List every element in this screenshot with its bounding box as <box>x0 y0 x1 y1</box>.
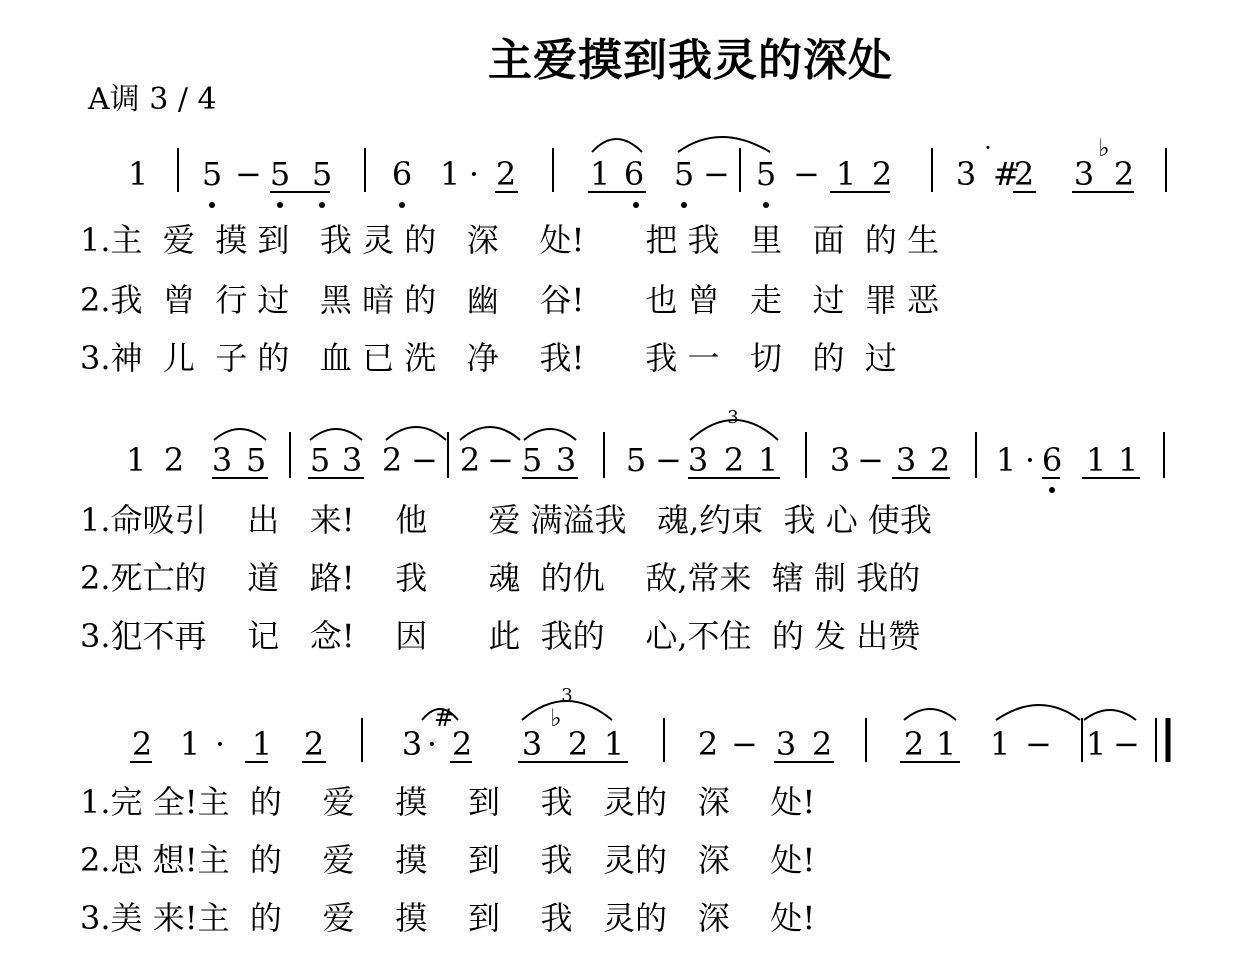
note: · <box>468 155 480 193</box>
note: 1 <box>589 155 611 193</box>
note: · <box>984 134 992 162</box>
note: 5 <box>309 441 331 479</box>
note: 2 <box>381 441 403 479</box>
lyric-line: 3.犯不再 记 念! 因 此 我的 心,不住 的 发 出赞 <box>80 617 921 655</box>
note: 1 <box>179 725 201 763</box>
note: 2 <box>495 155 517 193</box>
note: # <box>993 155 1020 193</box>
note: − <box>235 155 262 193</box>
lyric-line: 1.命吸引 出 来! 他 爱 满溢我 魂,约束 我 心 使我 <box>80 501 932 539</box>
note: 3 <box>895 441 917 479</box>
note: 5 <box>311 155 333 193</box>
note: 2 <box>697 725 719 763</box>
note: 3 <box>341 441 363 479</box>
note: 5 <box>245 441 267 479</box>
note: 1 <box>995 441 1017 479</box>
note: 2 <box>459 441 481 479</box>
note: 2 <box>871 155 893 193</box>
note: 1 <box>127 155 149 193</box>
note: 3 <box>211 441 233 479</box>
lyric-line: 1.完 全!主 的 爱 摸 到 我 灵的 深 处! <box>80 783 816 821</box>
key-signature: A调 3 / 4 <box>88 82 217 117</box>
note: 2 <box>929 441 951 479</box>
note: − <box>703 155 730 193</box>
note: 6 <box>1041 441 1063 479</box>
note: 1 <box>757 441 779 479</box>
lyric-line: 2.我 曾 行 过 黑 暗 的 幽 谷! 也 曾 走 过 罪 恶 <box>80 281 940 319</box>
note: 5 <box>625 441 647 479</box>
note: 3 <box>687 441 709 479</box>
note: 1 <box>989 725 1011 763</box>
note: 1 <box>1085 441 1107 479</box>
note: 1 <box>835 155 857 193</box>
note: 2 <box>1013 155 1035 193</box>
note: 3 <box>829 441 851 479</box>
note: − <box>731 725 758 763</box>
note: 2 <box>131 725 153 763</box>
note: − <box>411 441 438 479</box>
lyric-line: 3.神 儿 子 的 血 已 洗 净 我! 我 一 切 的 过 <box>80 339 897 377</box>
note: 2 <box>163 441 185 479</box>
lyric-line: 2.死亡的 道 路! 我 魂 的仇 敌,常来 辖 制 我的 <box>80 559 921 597</box>
note: · <box>426 725 438 763</box>
note: 1 <box>603 725 625 763</box>
note: − <box>1025 725 1052 763</box>
note: 1 <box>1117 441 1139 479</box>
note: 2 <box>903 725 925 763</box>
note: − <box>487 441 514 479</box>
note: − <box>655 441 682 479</box>
note: − <box>1113 725 1140 763</box>
note: ♭ <box>550 704 562 732</box>
note: 2 <box>723 441 745 479</box>
tuplet-mark: 3 <box>561 685 573 706</box>
note: 2 <box>451 725 473 763</box>
note: 2 <box>811 725 833 763</box>
note: 2 <box>303 725 325 763</box>
note: 1 <box>251 725 273 763</box>
note: 3 <box>401 725 423 763</box>
note: 2 <box>1113 155 1135 193</box>
note: 5 <box>755 155 777 193</box>
note: · <box>1024 441 1036 479</box>
note: 5 <box>201 155 223 193</box>
note: 1 <box>125 441 147 479</box>
note: 3 <box>955 155 977 193</box>
note: 2 <box>567 725 589 763</box>
note: − <box>793 155 820 193</box>
note: # <box>433 704 455 732</box>
note: 3 <box>555 441 577 479</box>
note: − <box>857 441 884 479</box>
note: 3 <box>521 725 543 763</box>
note: · <box>214 725 226 763</box>
note: 6 <box>623 155 645 193</box>
note: 3 <box>775 725 797 763</box>
note: 6 <box>391 155 413 193</box>
lyric-line: 3.美 来!主 的 爱 摸 到 我 灵的 深 处! <box>80 899 816 937</box>
note: 5 <box>521 441 543 479</box>
note: 3 <box>1073 155 1095 193</box>
note: 5 <box>269 155 291 193</box>
note: 1 <box>439 155 461 193</box>
note: 1 <box>1085 725 1107 763</box>
tuplet-mark: 3 <box>727 407 739 428</box>
lyric-line: 1.主 爱 摸 到 我 灵 的 深 处! 把 我 里 面 的 生 <box>80 221 940 259</box>
note: 5 <box>673 155 695 193</box>
note: ♭ <box>1098 134 1110 162</box>
lyric-line: 2.思 想!主 的 爱 摸 到 我 灵的 深 处! <box>80 841 816 879</box>
note: 1 <box>935 725 957 763</box>
song-title: 主爱摸到我灵的深处 <box>488 35 893 86</box>
